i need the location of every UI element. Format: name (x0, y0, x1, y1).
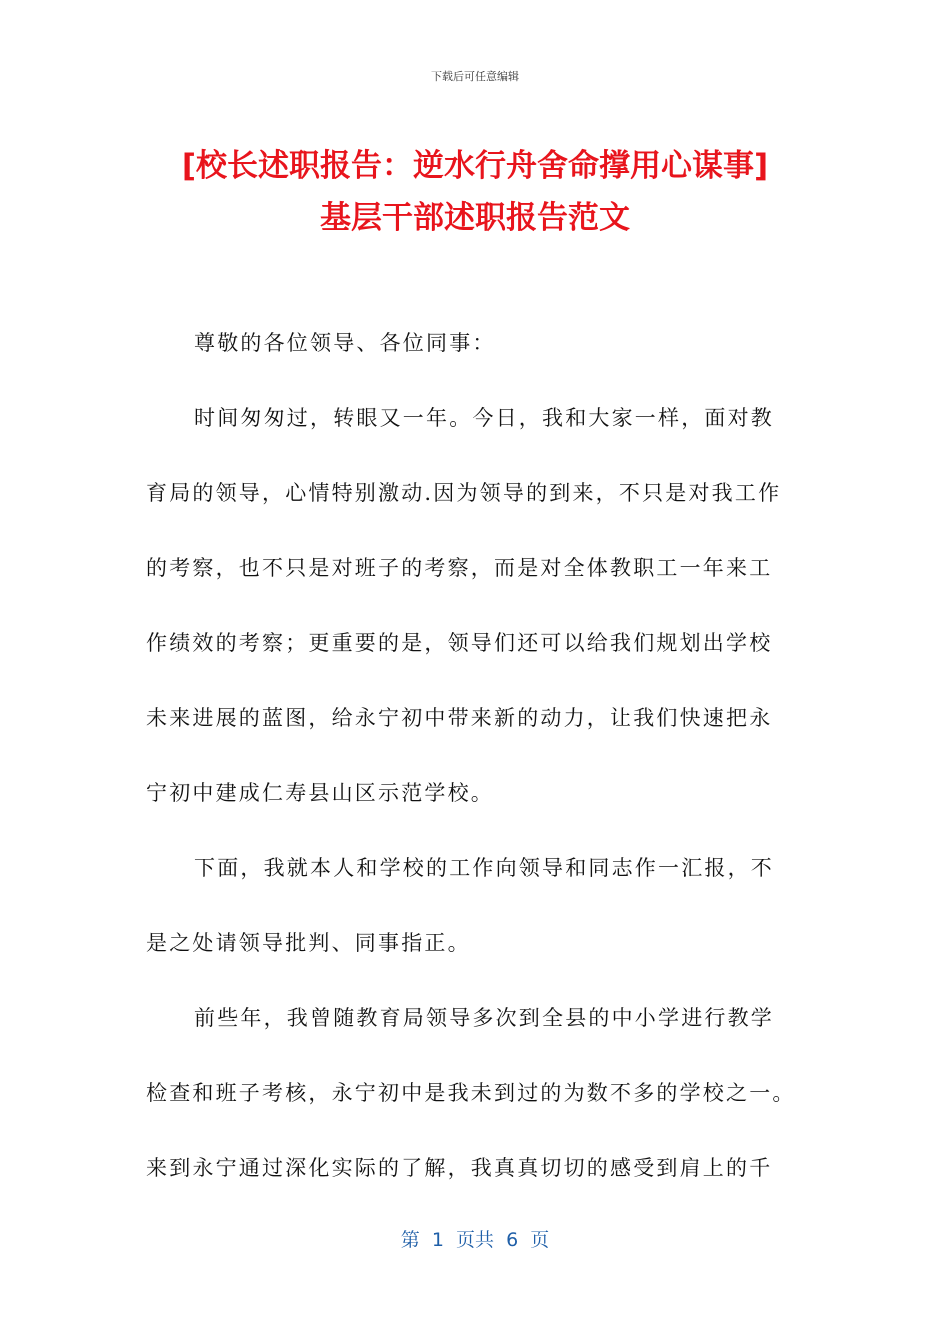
body-line: 未来进展的蓝图，给永宁初中带来新的动力，让我们快速把永 (146, 706, 773, 730)
body-line: 育局的领导，心情特别激动.因为领导的到来，不只是对我工作 (146, 481, 782, 505)
document-title-line-1: [校长述职报告：逆水行舟舍命撑用心谋事] (181, 148, 769, 184)
body-line: 的考察，也不只是对班子的考察，而是对全体教职工一年来工 (146, 556, 773, 580)
body-line: 宁初中建成仁寿县山区示范学校。 (146, 781, 494, 805)
body-line: 作绩效的考察；更重要的是，领导们还可以给我们规划出学校 (146, 631, 773, 655)
body-line: 下面，我就本人和学校的工作向领导和同志作一汇报，不 (194, 856, 774, 880)
body-line: 检查和班子考核，永宁初中是我未到过的为数不多的学校之一。 (146, 1081, 796, 1105)
body-line-salutation: 尊敬的各位领导、各位同事： (194, 331, 496, 355)
page-number-footer: 第 1 页共 6 页 (400, 1229, 550, 1251)
body-line: 是之处请领导批判、同事指正。 (146, 931, 471, 955)
body-line: 时间匆匆过，转眼又一年。今日，我和大家一样，面对教 (194, 406, 774, 430)
document-title-line-2: 基层干部述职报告范文 (320, 200, 630, 236)
body-line: 来到永宁通过深化实际的了解，我真真切切的感受到肩上的千 (146, 1156, 773, 1180)
body-line: 前些年，我曾随教育局领导多次到全县的中小学进行教学 (194, 1006, 774, 1030)
header-note: 下载后可任意编辑 (431, 70, 519, 83)
